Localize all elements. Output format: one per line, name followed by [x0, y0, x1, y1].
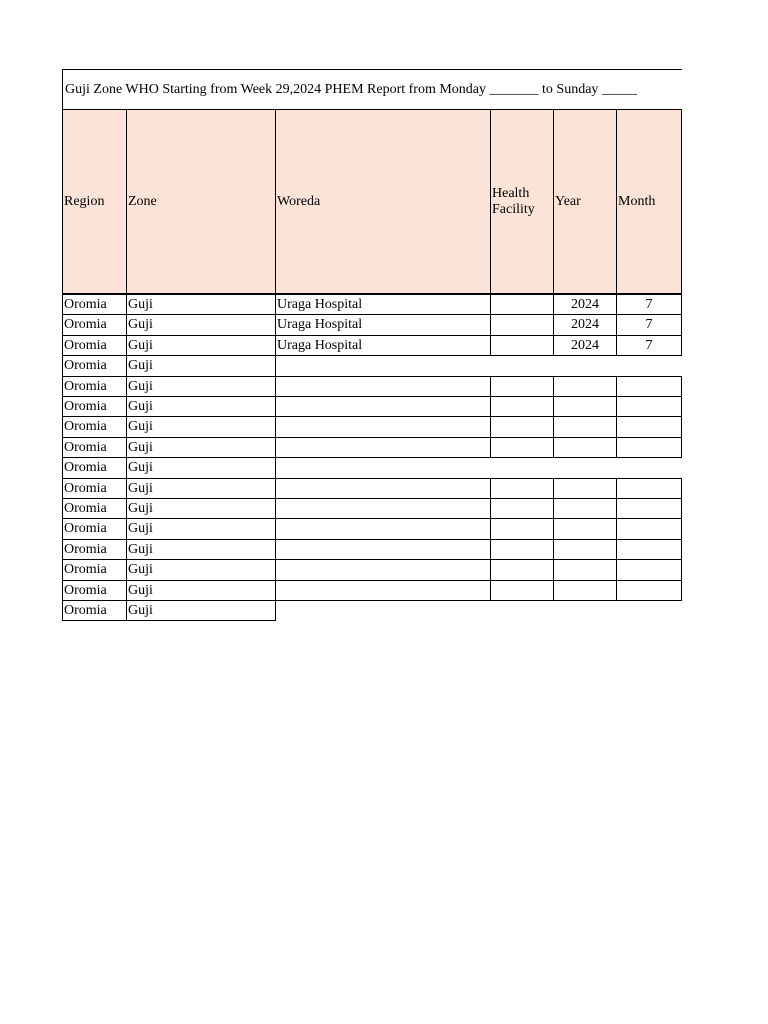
row-14-year-cell [553, 559, 617, 580]
row-8-region-cell: Oromia [62, 437, 127, 458]
row-13-woreda-cell [275, 539, 491, 560]
row-12-region-cell: Oromia [62, 518, 127, 539]
row-6-year-cell [553, 396, 617, 417]
row-1-facility-cell [490, 294, 554, 315]
row-8-year-cell [553, 437, 617, 458]
row-1-region-cell: Oromia [62, 294, 127, 315]
row-10-facility-cell [490, 478, 554, 499]
row-9-region-cell: Oromia [62, 457, 127, 478]
header-year: Year [553, 109, 617, 294]
row-2-region-cell: Oromia [62, 314, 127, 335]
row-4-region-cell: Oromia [62, 355, 127, 376]
row-10-region-cell: Oromia [62, 478, 127, 499]
row-10-year-cell [553, 478, 617, 499]
row-11-facility-cell [490, 498, 554, 519]
row-6-month-cell [616, 396, 682, 417]
header-zone: Zone [126, 109, 276, 294]
row-2-zone-cell: Guji [126, 314, 276, 335]
row-5-month-cell [616, 376, 682, 397]
row-6-facility-cell [490, 396, 554, 417]
row-11-woreda-cell [275, 498, 491, 519]
row-15-region-cell: Oromia [62, 580, 127, 601]
row-16-zone-cell: Guji [126, 600, 276, 621]
row-16-facility-cell [490, 600, 554, 621]
row-12-zone-cell: Guji [126, 518, 276, 539]
row-2-month-cell: 7 [616, 314, 682, 335]
row-8-zone-cell: Guji [126, 437, 276, 458]
row-2-woreda-cell: Uraga Hospital [275, 314, 491, 335]
row-7-region-cell: Oromia [62, 416, 127, 437]
row-10-zone-cell: Guji [126, 478, 276, 499]
row-5-facility-cell [490, 376, 554, 397]
report-title: Guji Zone WHO Starting from Week 29,2024 PHEM Report from Monday _______ to Sunday _____ [62, 69, 682, 109]
row-14-month-cell [616, 559, 682, 580]
row-9-zone-cell: Guji [126, 457, 276, 478]
row-4-year-cell [553, 355, 617, 376]
row-13-facility-cell [490, 539, 554, 560]
row-12-woreda-cell [275, 518, 491, 539]
row-3-year-cell: 2024 [553, 335, 617, 356]
row-4-woreda-cell [275, 355, 491, 376]
row-6-zone-cell: Guji [126, 396, 276, 417]
row-1-year-cell: 2024 [553, 294, 617, 315]
header-health-facility: Health Facility [490, 109, 554, 294]
row-10-woreda-cell [275, 478, 491, 499]
row-14-zone-cell: Guji [126, 559, 276, 580]
row-4-facility-cell [490, 355, 554, 376]
row-13-year-cell [553, 539, 617, 560]
row-5-region-cell: Oromia [62, 376, 127, 397]
row-9-facility-cell [490, 457, 554, 478]
row-8-facility-cell [490, 437, 554, 458]
row-2-year-cell: 2024 [553, 314, 617, 335]
row-8-month-cell [616, 437, 682, 458]
row-12-facility-cell [490, 518, 554, 539]
header-woreda: Woreda [275, 109, 491, 294]
row-14-region-cell: Oromia [62, 559, 127, 580]
row-13-zone-cell: Guji [126, 539, 276, 560]
row-7-zone-cell: Guji [126, 416, 276, 437]
row-16-region-cell: Oromia [62, 600, 127, 621]
row-5-woreda-cell [275, 376, 491, 397]
row-15-month-cell [616, 580, 682, 601]
row-15-zone-cell: Guji [126, 580, 276, 601]
row-11-region-cell: Oromia [62, 498, 127, 519]
row-12-year-cell [553, 518, 617, 539]
row-11-zone-cell: Guji [126, 498, 276, 519]
row-15-facility-cell [490, 580, 554, 601]
row-6-woreda-cell [275, 396, 491, 417]
row-8-woreda-cell [275, 437, 491, 458]
row-1-month-cell: 7 [616, 294, 682, 315]
row-9-woreda-cell [275, 457, 491, 478]
row-13-month-cell [616, 539, 682, 560]
row-7-woreda-cell [275, 416, 491, 437]
row-3-month-cell: 7 [616, 335, 682, 356]
row-15-woreda-cell [275, 580, 491, 601]
row-7-month-cell [616, 416, 682, 437]
row-15-year-cell [553, 580, 617, 601]
row-11-month-cell [616, 498, 682, 519]
row-9-year-cell [553, 457, 617, 478]
row-12-month-cell [616, 518, 682, 539]
row-5-year-cell [553, 376, 617, 397]
row-1-zone-cell: Guji [126, 294, 276, 315]
row-16-month-cell [616, 600, 682, 621]
row-14-facility-cell [490, 559, 554, 580]
row-3-facility-cell [490, 335, 554, 356]
row-7-year-cell [553, 416, 617, 437]
row-1-woreda-cell: Uraga Hospital [275, 294, 491, 315]
row-7-facility-cell [490, 416, 554, 437]
row-16-year-cell [553, 600, 617, 621]
row-4-month-cell [616, 355, 682, 376]
row-3-woreda-cell: Uraga Hospital [275, 335, 491, 356]
row-3-zone-cell: Guji [126, 335, 276, 356]
row-10-month-cell [616, 478, 682, 499]
header-month: Month [616, 109, 682, 294]
header-region: Region [62, 109, 127, 294]
row-2-facility-cell [490, 314, 554, 335]
row-4-zone-cell: Guji [126, 355, 276, 376]
row-14-woreda-cell [275, 559, 491, 580]
row-9-month-cell [616, 457, 682, 478]
row-5-zone-cell: Guji [126, 376, 276, 397]
row-3-region-cell: Oromia [62, 335, 127, 356]
row-6-region-cell: Oromia [62, 396, 127, 417]
row-16-woreda-cell [275, 600, 491, 621]
row-11-year-cell [553, 498, 617, 519]
row-13-region-cell: Oromia [62, 539, 127, 560]
